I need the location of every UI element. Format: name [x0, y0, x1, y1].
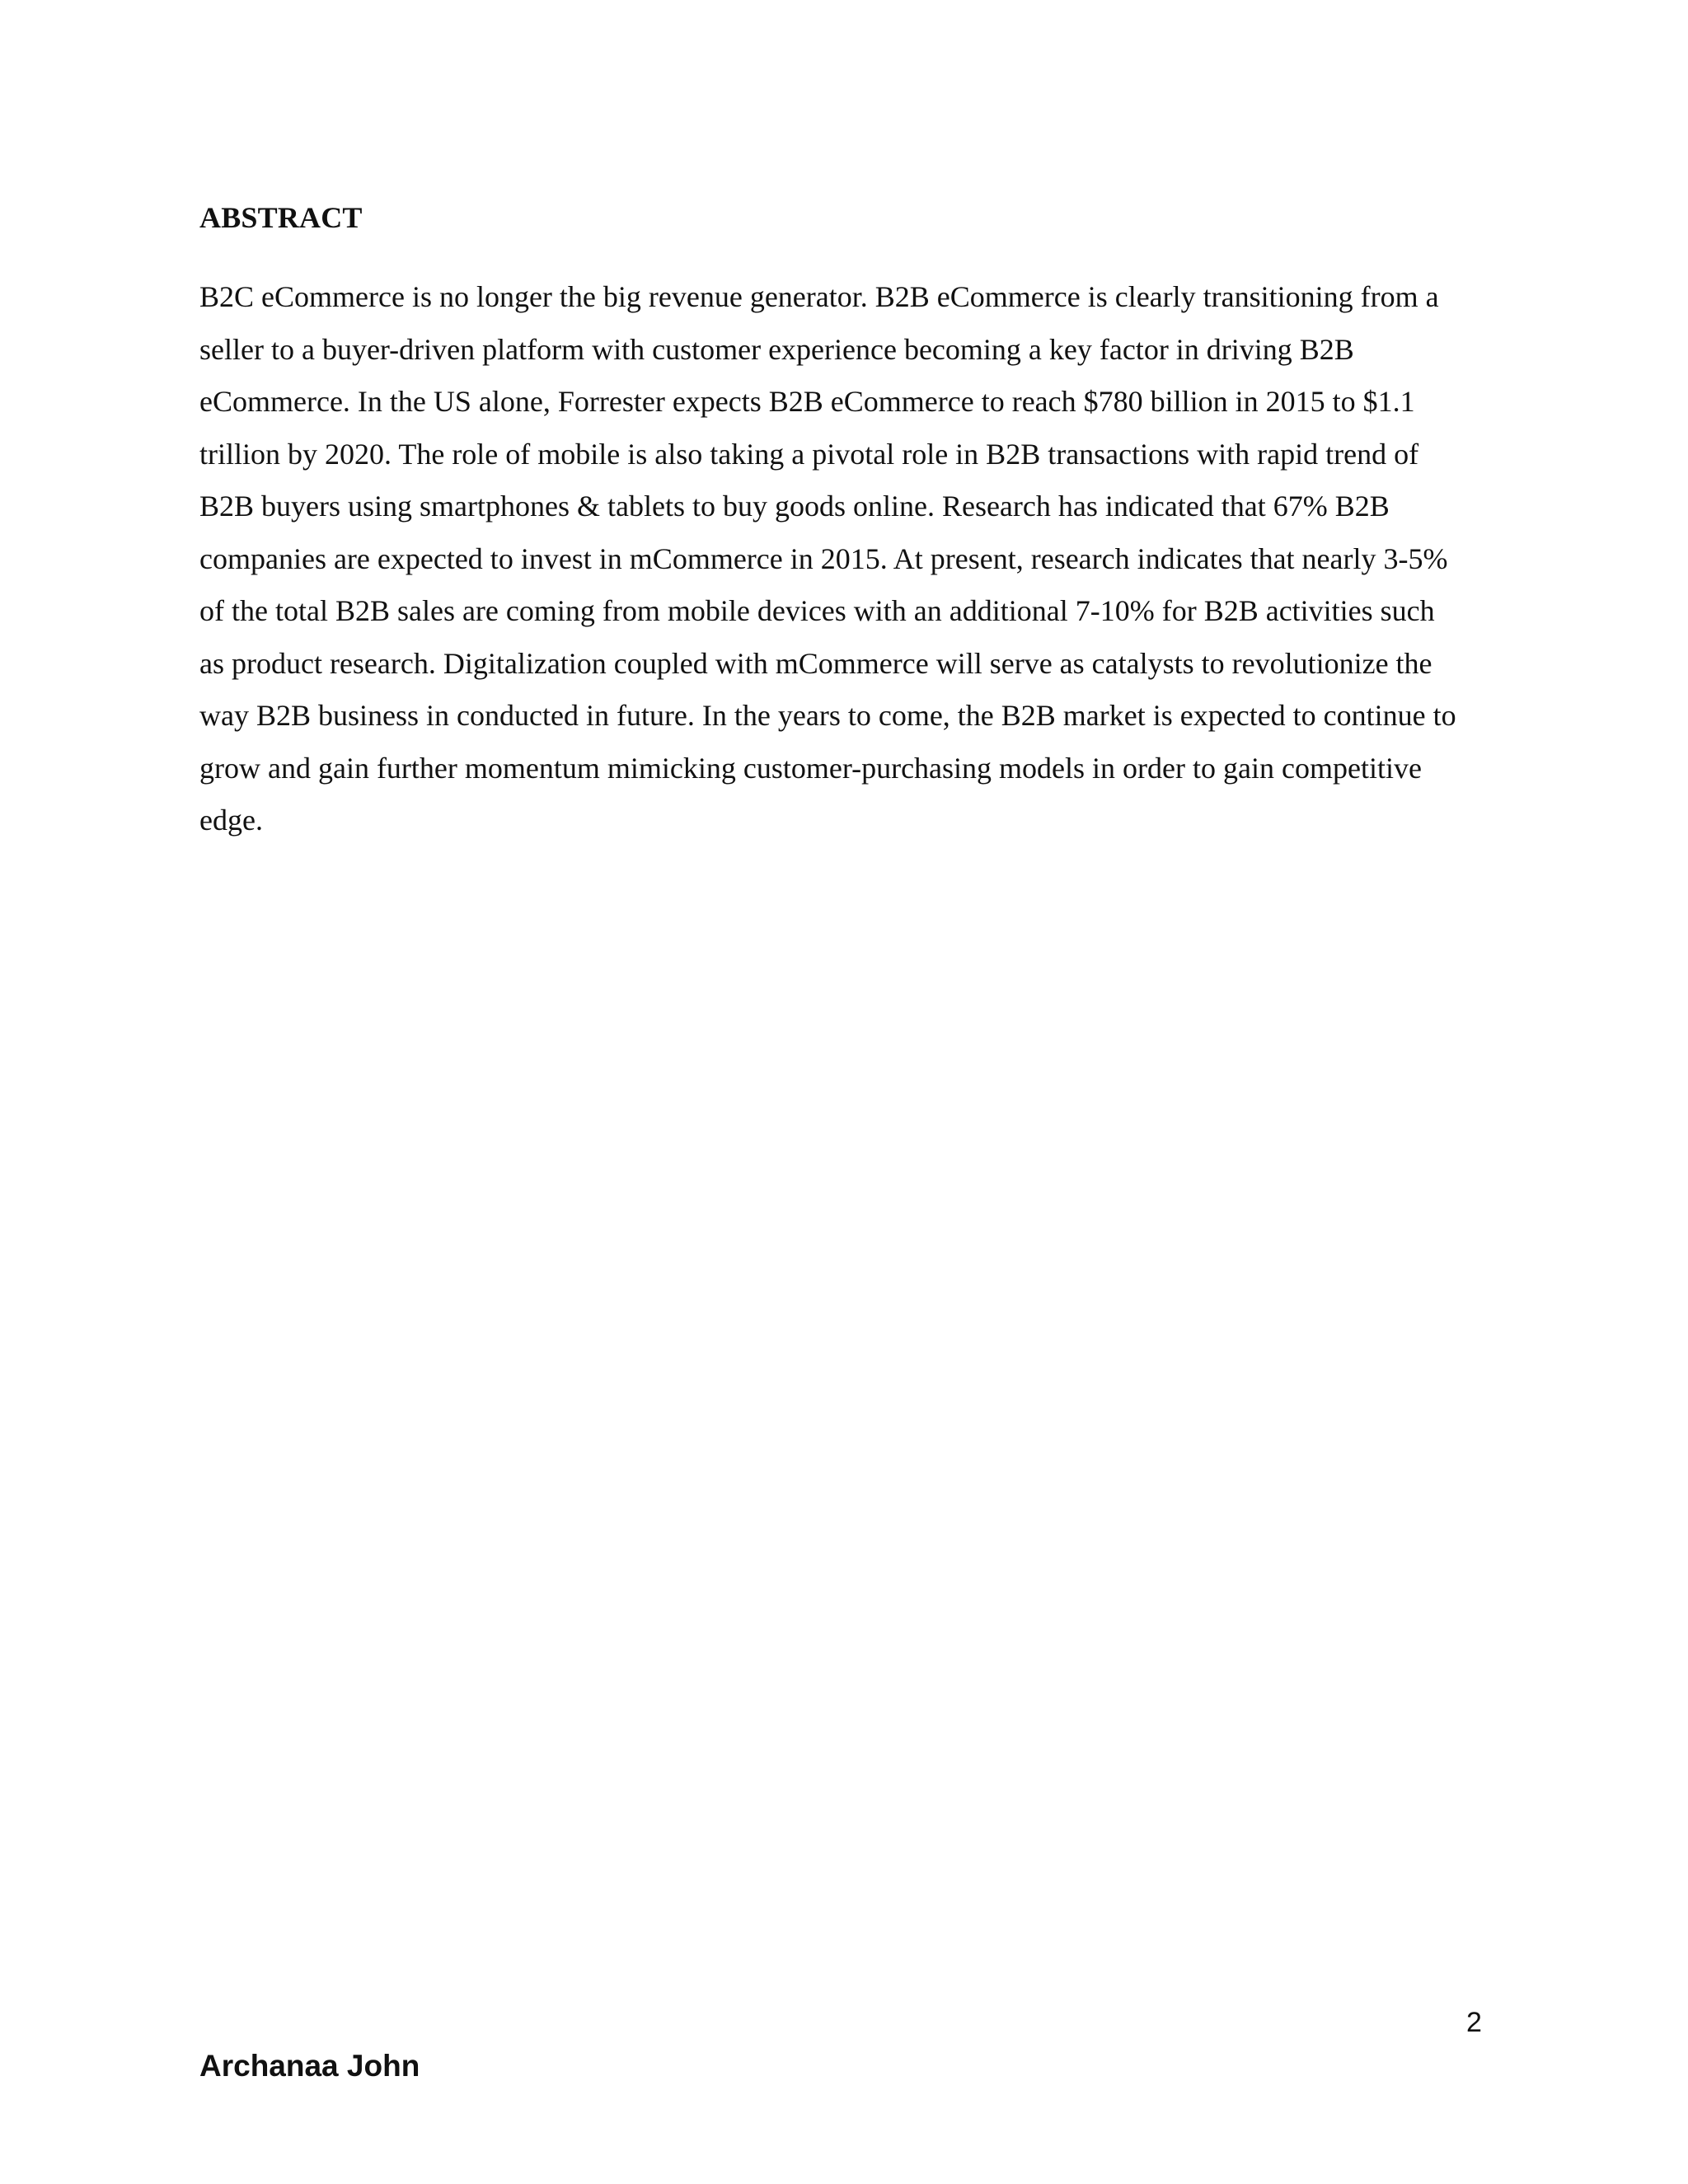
abstract-paragraph: [199, 271, 1493, 847]
paragraph-line: trillion by 2020. The role of mobile is also taking a pivotal role in B2B transactions with rapid trend of: [199, 437, 1419, 471]
paragraph-line: of the total B2B sales are coming from mobile devices with an additional 7-10% for B2B activities such: [199, 594, 1435, 627]
page-number: 2: [1466, 2007, 1482, 2038]
paragraph-line: companies are expected to invest in mCommerce in 2015. At present, research indicates that nearly 3-5%: [199, 541, 1448, 575]
paragraph-line: as product research. Digitalization coupled with mCommerce will serve as catalysts to revolutionize the: [199, 646, 1432, 680]
paragraph-line: way B2B business in conducted in future. In the years to come, the B2B market is expected to continue to: [199, 699, 1456, 732]
footer-author: Archanaa John: [199, 2049, 420, 2083]
paragraph-line: B2C eCommerce is no longer the big revenue generator. B2B eCommerce is clearly transitioning from a: [199, 280, 1439, 313]
section-heading: ABSTRACT: [199, 201, 363, 234]
paragraph-line: seller to a buyer-driven platform with customer experience becoming a key factor in driving B2B: [199, 332, 1354, 366]
paragraph-line: eCommerce. In the US alone, Forrester expects B2B eCommerce to reach $780 billion in 2015 to $1.1: [199, 385, 1415, 418]
paragraph-line: edge.: [199, 804, 263, 837]
paragraph-line: B2B buyers using smartphones & tablets to buy goods online. Research has indicated that 67% B2B: [199, 490, 1390, 523]
paragraph-line: grow and gain further momentum mimicking customer-purchasing models in order to gain competitive: [199, 751, 1422, 785]
